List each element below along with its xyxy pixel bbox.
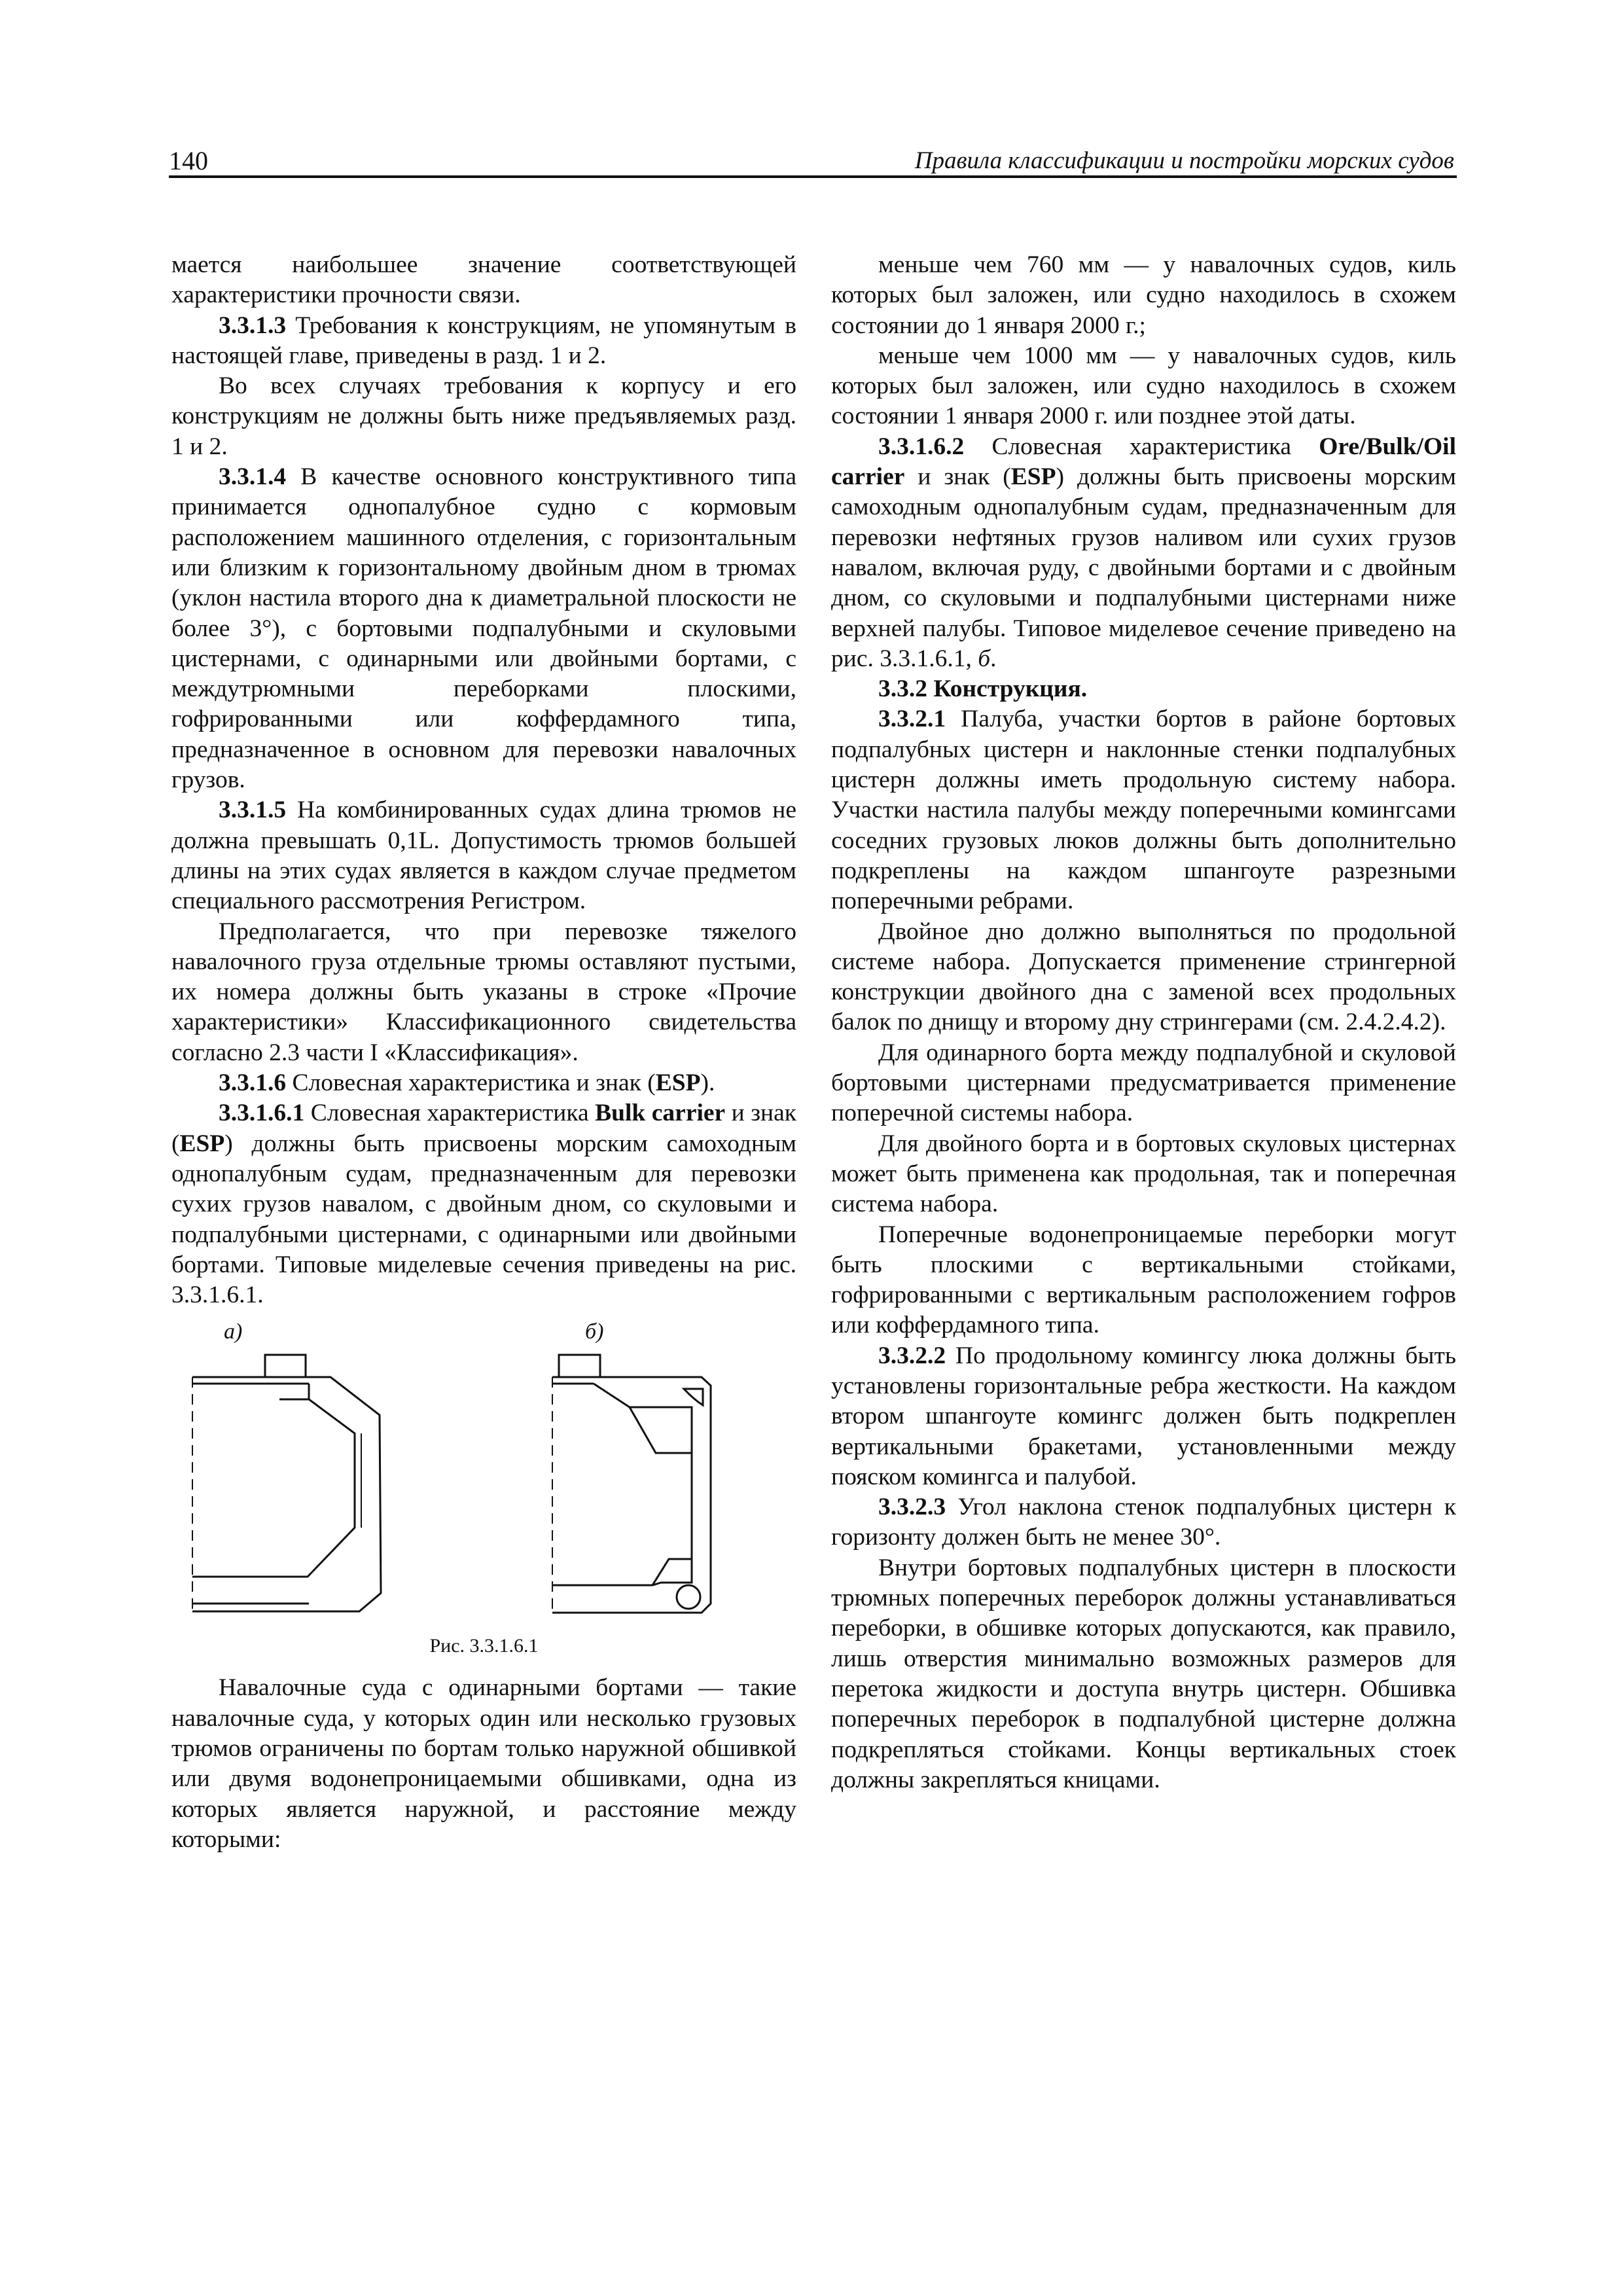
paragraph: 3.3.2.3 Угол наклона стенок подпалубных цистерн к горизонту должен быть не менее 30°. (831, 1494, 1456, 1551)
figure-caption: Рис. 3.3.1.6.1 (429, 1635, 539, 1657)
section-b-double-side (552, 1355, 711, 1613)
clause-number: 3.3.1.5 (219, 797, 287, 824)
clause-number: 3.3.1.6 (219, 1069, 287, 1097)
paragraph: 3.3.1.6 Словесная характеристика и знак (ESP). (219, 1069, 715, 1097)
paragraph: Внутри бортовых подпалубных цистерн в плоскости трюмных поперечных переборок должны устанавливаться переборки, в обшивке которых допускаются, как правило, лишь отверстия минимально возможных размеров для перетока жидкости и доступа внутрь цистерн. Обшивка поперечных переборок в подпалубной цистерне должна подкрепляться стойками. Концы вертикальных стоек должны закрепляться кницами. (831, 1554, 1456, 1793)
paragraph: Предполагается, что при перевозке тяжелого навалочного груза отдельные трюмы оставляют пустыми, их номера должны быть указаны в строке «Прочие характеристики» Классификационного свидетельства согласно 2.3 части I «Классификация». (171, 918, 796, 1066)
paragraph: Для одинарного борта между подпалубной и скуловой бортовыми цистернами предусматривается применение поперечной системы набора. (831, 1039, 1456, 1127)
section-a-single-side (192, 1355, 381, 1611)
right-column (831, 250, 1456, 1795)
section-heading: 3.3.2 Конструкция. (878, 675, 1088, 703)
clause-number: 3.3.1.6.2 (878, 433, 965, 460)
clause-number: 3.3.2.1 (878, 706, 946, 733)
paragraph: 3.3.2.1 Палуба, участки бортов в районе бортовых подпалубных цистерн и наклонные стенки подпалубных цистерн должны иметь продольную систему набора. Участки настила палубы между поперечными комингсами соседних грузовых люков должны быть дополнительно подкреплены на каждом шпангоуте разрезными поперечными ребрами. (831, 706, 1456, 915)
paragraph: 3.3.1.4 В качестве основного конструктивного типа принимается однопалубное судно с кормовым расположением машинного отделения, с горизонтальным или близким к горизонтальному двойным дном в трюмах (уклон настила второго дна к диаметральной плоскости не более 3°), с бортовыми подпалубными и скуловыми цистернами, с одинарными или двойными бортами, с междутрюмными переборками плоскими, гофрированными или коффердамного типа, предназначенное в основном для перевозки навалочных грузов. (171, 463, 796, 794)
clause-number: 3.3.1.6.1 (219, 1100, 305, 1127)
clause-number: 3.3.1.3 (219, 312, 287, 339)
midship-section-diagram (171, 1317, 796, 1624)
paragraph: меньше чем 760 мм — у навалочных судов, киль которых был заложен, или судно находилось в схожем состоянии до 1 января 2000 г.; (831, 251, 1456, 339)
paragraph: 3.3.1.5 На комбинированных судах длина трюмов не должна превышать 0,1L. Допустимость трюмов большей длины на этих судах является в каждом случае предметом специального рассмотрения Регистром. (171, 797, 796, 915)
running-title: Правила классификации и постройки морских судов (914, 147, 1454, 174)
paragraph: мается наибольшее значение соответствующей характеристики прочности связи. (171, 251, 796, 309)
paragraph: Двойное дно должно выполняться по продольной системе набора. Допускается применение стрингерной конструкции двойного дна с заменой всех продольных балок по днищу и второму дну стрингерами (см. 2.4.2.4.2). (831, 918, 1456, 1036)
figure-label-b: б) (585, 1319, 604, 1344)
paragraph: 3.3.2.2 По продольному комингсу люка должны быть установлены горизонтальные ребра жесткости. На каждом втором шпангоуте комингс должен быть подкреплен вертикальными бракетами, установленными между пояском комингса и палубой. (831, 1342, 1456, 1490)
paragraph: 3.3.1.6.2 Словесная характеристика Ore/Bulk/Oil carrier и знак (ESP) должны быть присвоены морским самоходным однопалубным судам, предназначенным для перевозки нефтяных грузов наливом или сухих грузов навалом, включая руду, с двойными бортами и с двойным дном, со скуловыми и подпалубными цистернами ниже верхней палубы. Типовое миделевое сечение приведено на рис. 3.3.1.6.1, б. (831, 433, 1456, 672)
paragraph: Во всех случаях требования к корпусу и его конструкциям не должны быть ниже предъявляемых разд. 1 и 2. (171, 372, 796, 460)
paragraph: Навалочные суда с одинарными бортами — такие навалочные суда, у которых один или несколько грузовых трюмов ограничены по бортам только наружной обшивкой или двумя водонепроницаемыми обшивками, одна из которых является наружной, и расстояние между которыми: (171, 1674, 796, 1853)
figure-label-a: а) (224, 1319, 243, 1344)
clause-number: 3.3.1.4 (219, 463, 287, 491)
header-rule (169, 175, 1457, 178)
clause-number: 3.3.2.2 (878, 1342, 946, 1369)
paragraph: меньше чем 1000 мм — у навалочных судов, киль которых был заложен, или судно находилось в схожем состоянии 1 января 2000 г. или позднее этой даты. (831, 342, 1456, 430)
midship-section-figure (171, 1317, 796, 1664)
clause-number: 3.3.2.3 (878, 1494, 946, 1521)
left-column (171, 250, 796, 1855)
page-number: 140 (169, 146, 208, 175)
paragraph: 3.3.1.6.1 Словесная характеристика Bulk carrier и знак (ESP) должны быть присвоены морским самоходным однопалубным судам, предназначенным для перевозки сухих грузов навалом, с двойным дном, со скуловыми и подпалубными цистернами, с одинарными или двойными бортами. Типовые миделевые сечения приведены на рис. 3.3.1.6.1. (171, 1100, 796, 1309)
paragraph: Для двойного борта и в бортовых скуловых цистернах может быть применена как продольная, так и поперечная система набора. (831, 1130, 1456, 1218)
paragraph: 3.3.1.3 Требования к конструкциям, не упомянутым в настоящей главе, приведены в разд. 1 и 2. (171, 312, 796, 369)
paragraph: Поперечные водонепроницаемые переборки могут быть плоскими с вертикальными стойками, гофрированными с вертикальным расположением гофров или коффердамного типа. (831, 1221, 1456, 1339)
